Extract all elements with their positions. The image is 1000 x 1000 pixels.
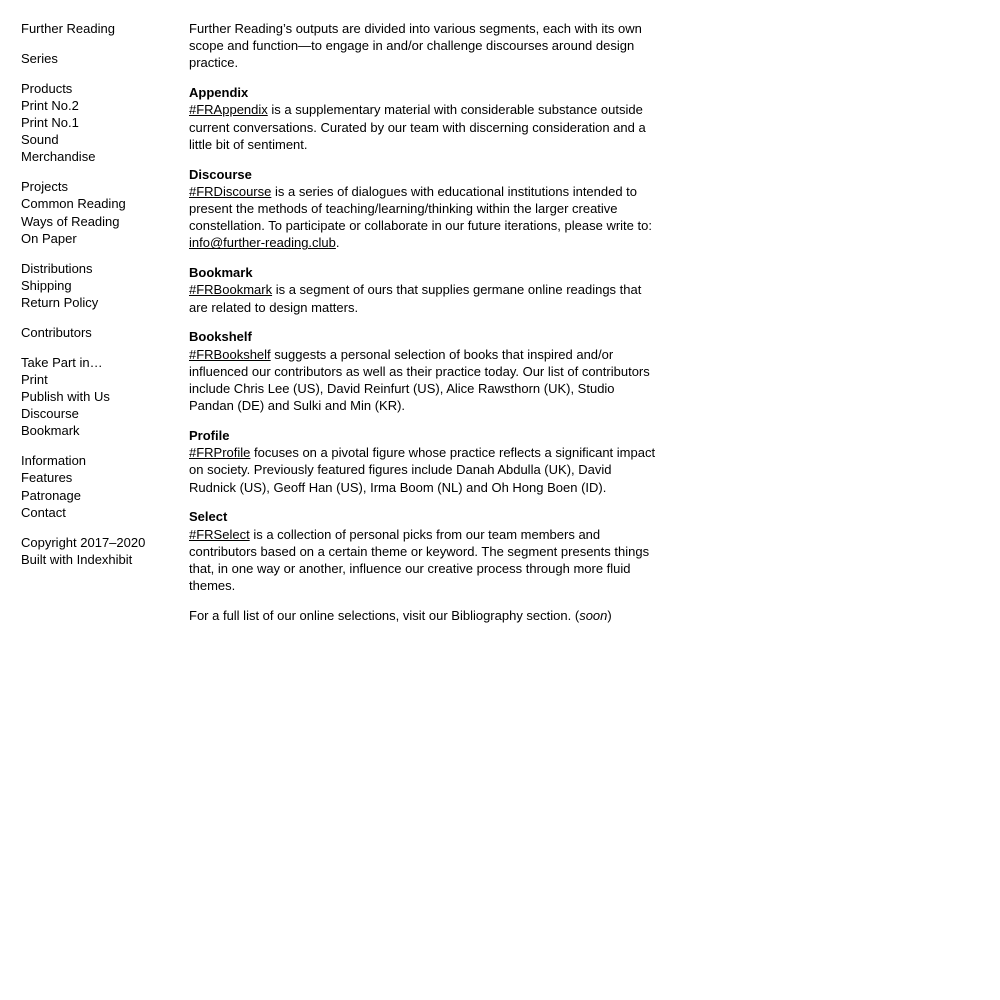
built-with-indexhibit-link[interactable]: Built with Indexhibit — [21, 551, 133, 567]
hashtag-link-bookshelf[interactable]: #FRBookshelf — [189, 346, 271, 362]
nav-item-on-paper[interactable]: On Paper — [21, 230, 77, 246]
nav-item-contact[interactable]: Contact — [21, 504, 66, 520]
nav-group-projects — [21, 178, 181, 247]
segment-bookmark — [189, 264, 661, 316]
segment-heading: Profile — [189, 428, 230, 444]
nav-group-credits — [21, 534, 181, 568]
segment-description: is a collection of personal picks from our team members and contributors based on a certain theme or keyword. The segment presents things that, in one way or another, influence our creative process through more fluid themes. — [189, 526, 650, 594]
main-content — [189, 20, 661, 637]
nav-item-information[interactable]: Information — [21, 453, 87, 469]
nav-item-patronage[interactable]: Patronage — [21, 487, 81, 503]
email-link[interactable]: info@further-reading.club — [189, 235, 336, 251]
segment-profile — [189, 427, 661, 496]
segment-heading: Bookshelf — [189, 329, 252, 345]
segment-heading: Appendix — [189, 85, 249, 101]
nav-group-distributions — [21, 260, 181, 312]
bibliography-note — [189, 607, 661, 624]
nav-item-common-reading[interactable]: Common Reading — [21, 196, 126, 212]
hashtag-link-appendix[interactable]: #FRAppendix — [189, 102, 268, 118]
nav-item-print-no1[interactable]: Print No.1 — [21, 115, 79, 130]
sentence-end: . — [335, 235, 340, 251]
segment-description: is a series of dialogues with educational institutions intended to present the methods of teaching/learning/thinking within the larger creative constellation. To participate or collaborate in our future iterations, please write to: — [189, 183, 652, 234]
nav-item-ways-of-reading[interactable]: Ways of Reading — [21, 213, 120, 229]
copyright-text: Copyright 2017–2020 — [21, 534, 146, 550]
nav-group-take-part — [21, 354, 181, 440]
bibliography-text: For a full list of our online selections, visit our Bibliography section. ( — [189, 608, 580, 624]
segment-select — [189, 508, 661, 594]
segment-appendix — [189, 84, 661, 153]
nav-item-features[interactable]: Features — [21, 470, 73, 486]
nav-item-discourse[interactable]: Discourse — [21, 406, 79, 422]
nav-item-series[interactable]: Series — [21, 50, 58, 66]
hashtag-link-discourse[interactable]: #FRDiscourse — [189, 183, 272, 199]
segment-description: suggests a personal selection of books that inspired and/or influenced our contributors as well as their practice today. Our list of contributors include Chris Lee (US), David Reinfurt (US), Alice Rawsthorn (UK), Studio Pandan (DE) and Sulki and Min (KR). — [189, 346, 650, 414]
nav-item-projects[interactable]: Projects — [21, 179, 68, 195]
nav-item-print-no2[interactable]: Print No.2 — [21, 97, 79, 113]
sidebar-nav — [21, 20, 181, 581]
soon-label: soon — [579, 608, 608, 624]
nav-item-bookmark[interactable]: Bookmark — [21, 423, 80, 439]
segment-heading: Discourse — [189, 166, 252, 182]
nav-item-shipping[interactable]: Shipping — [21, 277, 72, 293]
nav-item-products[interactable]: Products — [21, 80, 73, 96]
nav-group-series — [21, 50, 181, 67]
nav-group-contributors — [21, 324, 181, 341]
closing-paren: ) — [607, 608, 612, 624]
nav-group-information — [21, 452, 181, 521]
segment-description: is a supplementary material with considerable substance outside current conversations. Curated by our team with discerning consideration and a little bit of sentiment. — [189, 102, 646, 152]
hashtag-link-profile[interactable]: #FRProfile — [189, 445, 251, 461]
hashtag-link-bookmark[interactable]: #FRBookmark — [189, 282, 273, 298]
nav-item-contributors[interactable]: Contributors — [21, 324, 92, 340]
segment-heading: Select — [189, 509, 228, 525]
nav-item-sound[interactable]: Sound — [21, 132, 59, 148]
nav-item-distributions[interactable]: Distributions — [21, 260, 93, 276]
nav-item-return-policy[interactable]: Return Policy — [21, 295, 99, 311]
segment-discourse — [189, 166, 661, 252]
segment-description: focuses on a pivotal figure whose practice reflects a significant impact on society. Previously featured figures include Danah Abdulla (UK), David Rudnick (US), Geoff Han (US), Irma Boom (NL) and Oh Hong Boen (ID). — [189, 445, 656, 495]
nav-item-publish-with-us[interactable]: Publish with Us — [21, 389, 110, 405]
nav-group-products — [21, 80, 181, 166]
nav-item-take-part-in[interactable]: Take Part in… — [21, 354, 103, 370]
hashtag-link-select[interactable]: #FRSelect — [189, 526, 250, 542]
nav-item-further-reading[interactable]: Further Reading — [21, 21, 115, 36]
nav-item-print[interactable]: Print — [21, 371, 48, 387]
segment-bookshelf — [189, 328, 661, 414]
segment-description: is a segment of ours that supplies germane online readings that are related to design matters. — [189, 282, 642, 315]
intro-paragraph: Further Reading’s outputs are divided into various segments, each with its own scope and function—to engage in and/or challenge discourses around design practice. — [189, 21, 642, 71]
nav-group-home — [21, 20, 181, 37]
nav-item-merchandise[interactable]: Merchandise — [21, 149, 96, 165]
segment-heading: Bookmark — [189, 265, 253, 281]
